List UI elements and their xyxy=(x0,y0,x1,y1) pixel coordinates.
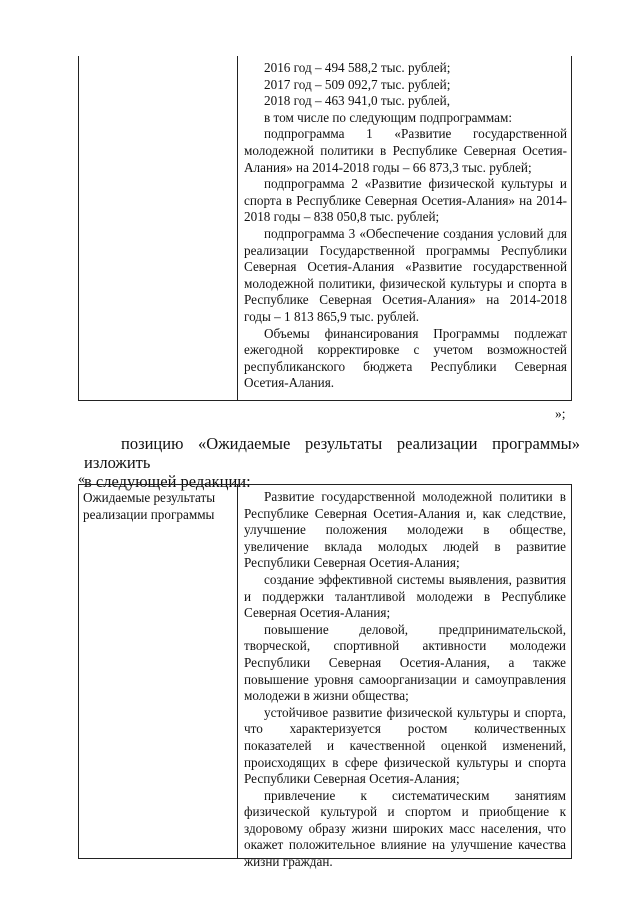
table-column-divider xyxy=(237,56,238,400)
subprogram-2: подпрограмма 2 «Развитие физической культуры и спорта в Республике Северная Осетия-Алания» на 2014-2018 годы – 838 050,8 тыс. рублей; xyxy=(244,176,567,225)
financing-line: 2018 год – 463 941,0 тыс. рублей, xyxy=(264,93,450,109)
subprogram-1: подпрограмма 1 «Развитие государственной молодежной политики в Республике Северная Осетия-Алания» на 2014-2018 годы – 66 873,3 тыс. рублей; xyxy=(244,126,567,175)
financing-line: 2016 год – 494 588,2 тыс. рублей; xyxy=(264,60,451,75)
result-item: устойчивое развитие физической культуры и спорта, что характеризуется ростом количественных показателей и качественной оценкой изменений, происходящих в сфере физической культуры и спорта Республики Северная Осетия-Алания; xyxy=(244,704,566,787)
subprogram-3: подпрограмма 3 «Обеспечение создания условий для реализации Государственной программы Республики Северная Осетия-Алания «Развитие государственной молодежной политики, физической культуры и спорта в Республике Северная Осетия-Алания» на 2014-2018 годы – 1 813 865,9 тыс. рублей. xyxy=(244,225,567,324)
result-item: создание эффективной системы выявления, развития и поддержки талантливой молодежи в Республике Северная Осетия-Алания; xyxy=(244,571,566,621)
results-cell xyxy=(244,489,566,871)
financing-line: 2017 год – 509 092,7 тыс. рублей; xyxy=(264,76,451,92)
results-label: Ожидаемые результаты реализации программы xyxy=(83,490,216,522)
table-column-divider xyxy=(237,485,238,858)
financing-line: в том числе по следующим подпрограммам: xyxy=(264,109,512,125)
opening-quote-mark: « xyxy=(78,472,85,487)
result-item: повышение деловой, предпринимательской, творческой, спортивной активности молодежи Республики Северная Осетия-Алания, а также повышение уровня самоорганизации и самоуправления молодежи в жизни общества; xyxy=(244,621,566,704)
instruction-line-2: в следующей редакции: xyxy=(84,472,251,491)
closing-quote-mark: »; xyxy=(555,406,566,421)
result-item: привлечение к систематическим занятиям физической культурой и спортом и приобщение к здоровому образу жизни широких масс населения, что окажет положительное влияние на улучшение качества жизни граждан. xyxy=(244,787,566,870)
instruction-line-1: позицию «Ожидаемые результаты реализации программы» изложить xyxy=(84,434,580,472)
instruction-paragraph xyxy=(84,434,580,491)
financing-note: Объемы финансирования Программы подлежат ежегодной корректировке с учетом возможностей республиканского бюджета Республики Северная Осетия-Алания. xyxy=(244,325,567,391)
financing-table xyxy=(78,56,572,401)
results-table xyxy=(78,484,572,870)
result-item: Развитие государственной молодежной политики в Республике Северная Осетия-Алания и, как следствие, улучшение положения молодежи в обществе, увеличение вклада молодых людей в развитие Республики Северная Осетия-Алания; xyxy=(244,489,566,571)
financing-cell xyxy=(244,60,567,392)
